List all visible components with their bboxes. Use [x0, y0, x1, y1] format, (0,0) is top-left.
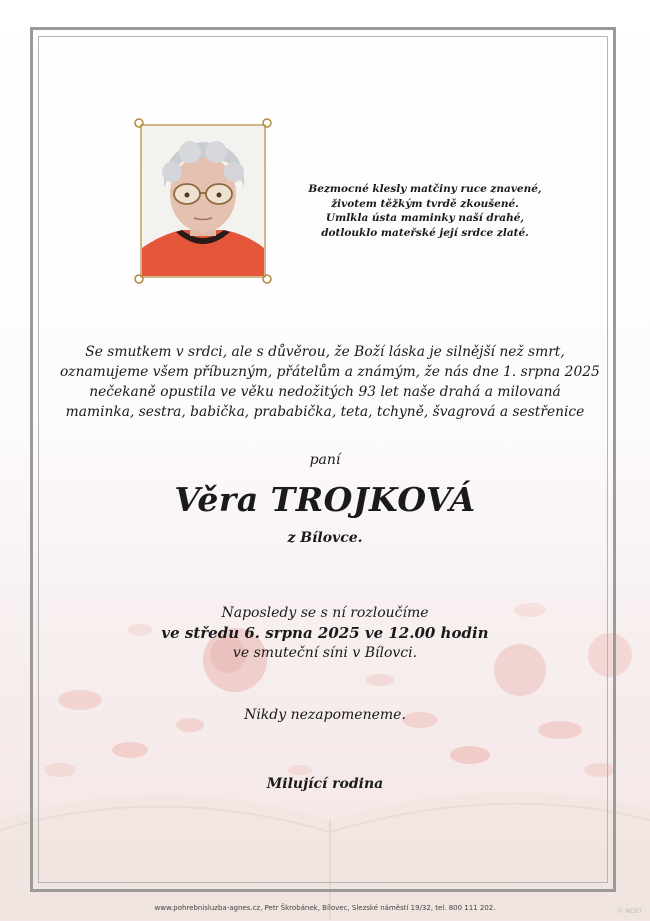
- announcement-line: Se smutkem v srdci, ale s důvěrou, že Boží láska je silnější než smrt,: [85, 344, 565, 360]
- funeral-service-footer: www.pohrebnisluzba-agnes.cz, Petr Škrobánek, Bílovec, Slezské náměstí 19/32, tel. 800 111 202.: [154, 904, 496, 912]
- announcement-line: oznamujeme všem příbuzným, přátelům a známým, že nás dne 1. srpna 2025: [60, 364, 600, 380]
- deceased-origin: z Bílovce.: [287, 530, 363, 546]
- memorial-poem: [300, 182, 550, 240]
- honorific: paní: [309, 452, 341, 468]
- family-signature: Milující rodina: [266, 776, 384, 792]
- farewell-datetime: ve středu 6. srpna 2025 ve 12.00 hodin: [161, 624, 489, 642]
- poem-line: Bezmocné klesly matčiny ruce znavené,: [308, 183, 542, 195]
- poem-line: životem těžkým tvrdě zkoušené.: [331, 197, 519, 210]
- poem-line: dotlouklo mateřské její srdce zlaté.: [321, 226, 529, 239]
- farewell-info: [0, 603, 650, 663]
- portrait-photo: [142, 126, 264, 276]
- announcement-text: [60, 342, 600, 422]
- farewell-place: ve smuteční síni v Bílovci.: [232, 645, 418, 661]
- farewell-intro: Naposledy se s ní rozloučíme: [221, 605, 429, 621]
- poem-line: Umlkla ústa maminky naší drahé,: [325, 212, 525, 224]
- deceased-name: Věra TROJKOVÁ: [174, 480, 476, 519]
- never-forget-text: Nikdy nezapomeneme.: [244, 707, 406, 723]
- portrait-frame: [133, 117, 273, 285]
- announcement-line: nečekaně opustila ve věku nedožitých 93 let naše drahá a milovaná: [89, 384, 561, 400]
- print-code: © NCBT: [617, 908, 642, 915]
- announcement-line: maminka, sestra, babička, prababička, teta, tchyně, švagrová a sestřenice: [65, 404, 585, 420]
